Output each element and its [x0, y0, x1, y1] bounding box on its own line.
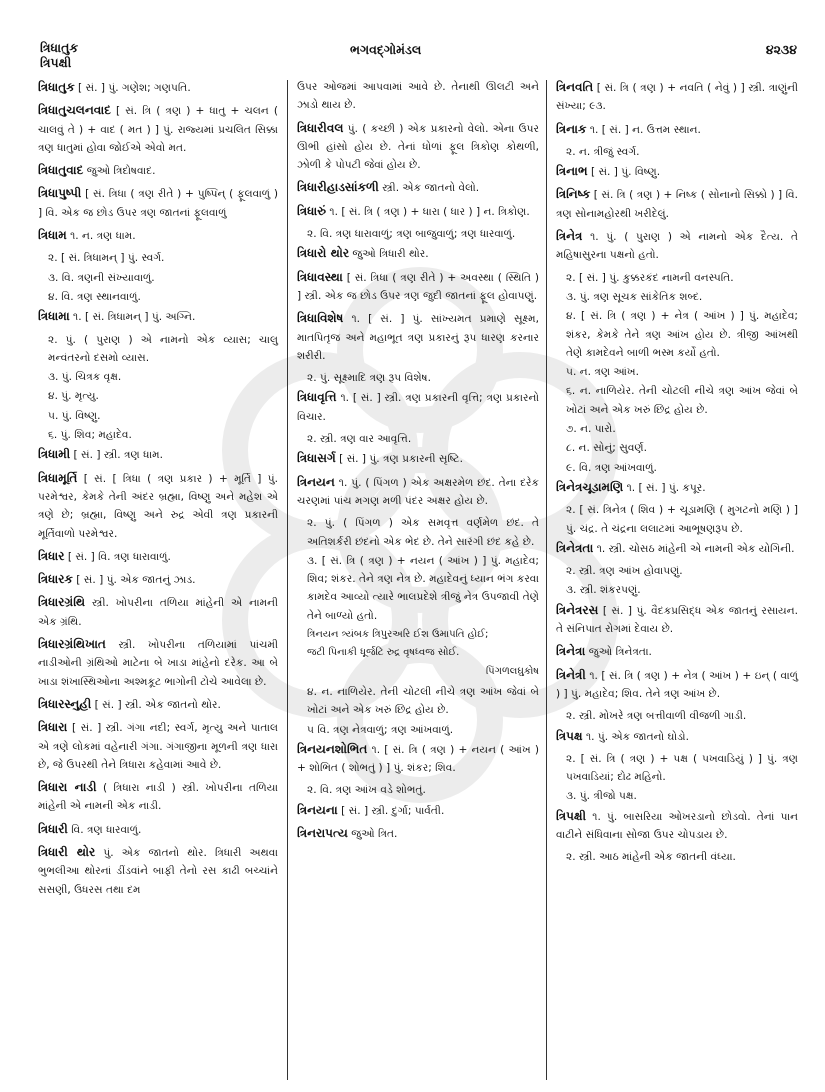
dictionary-entry [297, 119, 539, 175]
entry-definition: ૧. પું. બાસરિયા ઓખરડાનો છોડવો. તેનાં પાન વાટીને સંધિવાના સોજા ઉપર ચોપડાય છે. [556, 810, 798, 841]
entry-headword: ત્રિનરાપત્ય [297, 825, 348, 840]
entry-sense: ૨. વિ. ત્રણ ધારાવાળું; ત્રણ બાજુવાળું; ત્રણ ધારવાળું. [307, 228, 516, 241]
entry-definition: [ સં. ત્રિધા ( ત્રણ રીતે ) + પુષ્પિન્ ( ફૂલવાળું ) ] વિ. એક જ છોડ ઉપર ત્રણ જાતનાં ફૂલવાળું [38, 188, 278, 219]
dictionary-entry [556, 120, 798, 139]
entry-headword: ત્રિધારીવલ [297, 120, 344, 135]
entry-definition: [ સં. ] પું. વૈદકપ્રસિદ્ધ એક જાતનું રસાયન. તે સંનિપાત રોગમાં દેવાય છે. [556, 604, 798, 636]
dictionary-entry [556, 478, 798, 497]
entry-definition: [ સં. ત્રિ ( ત્રણ ) + ધાતુ + ચલન ( ચાલવું તે ) + વાદ ( મત ) ] પું. રાજ્યમાં પ્રચલિત સિક્કા ત્રણ ધાતુમાં હોવા જોઈએ એવો મત. [38, 105, 278, 154]
entry-headword: ત્રિનેત્રતા [556, 540, 594, 555]
entry-headword: ત્રિનવતિ [556, 80, 594, 94]
entry-definition: [ સં. [ ત્રિધા ( ત્રણ પ્રકાર ) + મૂર્તિ ] પું. પરમેશ્વર, કેમકે તેની અંદર બ્રહ્મા, વિષ્ણુ અને મહેશ એ ત્રણે છે; બ્રહ્મા, વિષ્ણુ અને રુદ્ર એવી ત્રણ પ્રકારની મૂર્તિવાળો પરમેશ્વર. [38, 472, 279, 540]
dictionary-entry [297, 740, 539, 778]
entry-sense: ૩. વિ. ત્રણની સંખ્યાવાળું. [48, 271, 155, 284]
entry-headword: ત્રિનેત્રરસ [556, 602, 599, 617]
entry-definition: જુઓ ત્રિદોષવાદ. [86, 165, 156, 178]
entry-headword: ત્રિધાવસ્થા [297, 269, 343, 284]
dictionary-entry [38, 547, 278, 566]
entry-sense: ૨. પું. ( પિંગળ ) એક સમવૃત્ત વર્ણમેળ છંદ. તે અતિશર્કરી છંદનો એક ભેદ છે. તેને સારંગી છંદ કહે છે. [307, 517, 539, 548]
entry-definition: [ સં. ] સ્ત્રી. ત્રણ ધામ. [73, 449, 163, 462]
dictionary-entry [297, 178, 539, 197]
dictionary-entry [38, 226, 278, 245]
entry-headword: ત્રિધાર [38, 548, 65, 563]
entry-definition: ૧. [ સં. ] પું. સાંખ્યમત પ્રમાણે સૂક્ષ્મ, માતપિતૃજ અને મહાભૂત ત્રણ પ્રકારનું રૂપ ધારણ કરનાર શરીરી. [297, 313, 539, 362]
dictionary-entry [556, 227, 798, 265]
entry-sense: ૭. ન. પારો. [566, 423, 616, 436]
entry-headword: ત્રિનયના [297, 802, 338, 817]
entry-sense: ૨. ન. ત્રીજું સ્વર્ગ. [566, 145, 640, 158]
dictionary-entry [38, 101, 278, 157]
dictionary-entry [556, 539, 798, 558]
entry-definition: સ્ત્રી. એક જાતનો વેલો. [382, 182, 480, 195]
dictionary-entry [556, 185, 798, 223]
dictionary-entry [556, 78, 798, 116]
dictionary-entry [297, 244, 539, 263]
entry-quote-source: પિંગળલઘુકોષ [485, 665, 539, 677]
entry-headword: ત્રિધારું [297, 203, 327, 218]
entry-definition: [ સં. ] સ્ત્રી. એક જાતનો થોર. [94, 698, 221, 711]
entry-headword: ત્રિનાક [556, 121, 587, 136]
entry-sense: ૨. [ સં. ] પું. કુક્કરકંદ નામની વનસ્પતિ. [566, 271, 734, 284]
entry-headword: ત્રિધાસર્ગ [297, 451, 336, 466]
entry-headword: ત્રિધામૂર્તિ [38, 470, 78, 485]
dictionary-entry [556, 807, 798, 845]
entry-headword: ત્રિનાભ [556, 164, 588, 179]
entry-definition: ૧. [ સં. ત્રિ ( ત્રણ ) + નયન ( આંખ ) + શોભિત ( શોભતું ) ] પું. શંકર; શિવ. [297, 743, 539, 775]
entry-definition: ૧. [ સં. ત્રિ ( ત્રણ ) + નેત્ર ( આંખ ) + ઇન્ ( વાળું ) ] પું. મહાદેવ; શિવ. તેને ત્રણ આંખ છે. [556, 669, 798, 700]
entry-definition: સ્ત્રી. ખોપરીના તળિયા માંહેની એ નામની એક ગ્રંથિ. [38, 597, 278, 628]
entry-definition: ૧. પું. એક જાતનો ઘોડો. [585, 730, 689, 743]
entry-definition: પું. એક જાતનો થોર. ત્રિધારી અથવા ભુભલીઆ થોરનાં ડીંડવાંને બાફી તેનો રસ કાઢી બચ્ચાંને સસણી, ઉધરસ તથા દમ [38, 846, 278, 896]
entry-headword: ત્રિધારી [38, 821, 68, 836]
entry-definition: ઉપર ઓજમાં આપવામાં આવે છે. તેનાથી ઊલટી અને ઝાડો થાય છે. [297, 81, 539, 112]
entry-sense: ૩. પું. ત્રણ સૂચક સાંકેતિક શબ્દ. [566, 290, 703, 303]
dictionary-entry [38, 570, 278, 589]
entry-headword: ત્રિધામા [38, 309, 70, 324]
entry-sense: ૨. [ સં. ત્રિ ( ત્રણ ) + પક્ષ ( પખવાડિયું ) ] પું. ત્રણ પખવાડિયાં; દોઢ મહિનો. [566, 752, 798, 784]
dictionary-entry [38, 469, 278, 543]
dictionary-entry [38, 78, 278, 97]
entry-sense: ૨. [ સં. ત્રિનેત્ર ( શિવ ) + ચૂડામણિ ( મુગટનો મણિ ) ] પું. ચંદ્ર. તે ચંદ્રના લલાટમાં આભૂષણરૂપ છે. [566, 504, 798, 535]
entry-definition: ૧. [ સં. ] ન. ઉત્તમ સ્થાન. [589, 123, 701, 136]
entry-sense: ૨. સ્ત્રી. મોખરે ત્રણ બત્તીવાળી વીજળી ગાડી. [566, 710, 747, 723]
entry-definition: જુઓ ત્રિધારી થોર. [352, 248, 429, 261]
entry-headword: ત્રિધારી થોર [38, 844, 96, 859]
entry-definition: પું. ( કચ્છી ) એક પ્રકારનો વેલો. એના ઉપર ઊભી હાંસો હોય છે. તેનાં ધોળાં ફૂલ ત્રિકોણ કોથળી, ઝોળી કે પોપટી જેવાં હોય છે. [297, 122, 539, 172]
dictionary-entry [556, 727, 798, 746]
dictionary-entry [38, 695, 278, 714]
entry-headword: ત્રિપક્ષ [556, 728, 583, 743]
entry-sense: ૩. [ સં. ત્રિ ( ત્રણ ) + નયન ( આંખ ) ] પું. મહાદેવ; શિવ; શંકર. તેને ત્રણ નેત્ર છે. મહાદેવનું ધ્યાન ભંગ કરવા કામદેવ આવ્યો ત્યારે ભાલપ્રદેશે ત્રીજું નેત્ર ઉપજાવી તેણે તેને બાળ્યો હતો. [307, 554, 539, 622]
entry-definition: [ સં. ] પું. ગણેશ; ગણપતિ. [78, 82, 191, 94]
dictionary-entry [297, 801, 539, 820]
entry-sense: ૫ વિ. ત્રણ નેત્રવાળું; ત્રણ આંખવાળું. [307, 723, 454, 736]
entry-sense: ૨. પું. ( પુરાણ ) એ નામનો એક વ્યાસ; ચાલુ મન્વંતરનો દસમો વ્યાસ. [48, 333, 278, 364]
entry-definition: ૧. [ સં. ત્રિ ( ત્રણ ) + ધારા ( ધાર ) ] ન. ત્રિકોણ. [329, 205, 530, 218]
page-number: ૪૨૩૪ [765, 42, 797, 57]
dictionary-entry [297, 824, 539, 843]
entry-definition: ( ત્રિધારા નાડી ) સ્ત્રી. ખોપરીના તળિયા માંહેની એ નામની એક નાડી. [38, 782, 278, 813]
entry-definition: ૧. સ્ત્રી. ચોસઠ માંહેની એ નામની એક યોગિની. [596, 542, 795, 555]
dictionary-entry [297, 388, 539, 426]
entry-headword: ત્રિધાતુચલનવાદ [38, 103, 111, 118]
entry-definition: ૧. પું. ( પુરાણ ) એ નામનો એક દૈત્ય. તે મહિષાસુરના પક્ષનો હતો. [556, 231, 798, 262]
entry-sense: ૪. [ સં. ત્રિ ( ત્રણ ) + નેત્ર ( આંખ ) ] પું. મહાદેવ; શંકર, કેમકે તેને ત્રણ આંખ હોય છે. ત્રીજી આંખથી તેણે કામદેવને બાળી ભસ્મ કર્યો હતો. [566, 310, 798, 359]
entry-definition: [ સં. ત્રિ ( ત્રણ ) + નિષ્ક ( સોનાનો સિક્કો ) ] વિ. ત્રણ સોનામહોરથી ખરીદેલું. [556, 189, 798, 220]
entry-headword: ત્રિધારગ્રંથિ [38, 595, 86, 610]
entry-headword: ત્રિનિષ્ક [556, 187, 591, 202]
entry-sense: ૪. ન. નાળિયેર. તેની ચોટલી નીચે ત્રણ આંખ જેવાં બે ખોટાં અને એક ખરું છિદ્ર હોય છે. [307, 685, 539, 717]
dictionary-entry [38, 635, 278, 691]
entry-sense: ૨. સ્ત્રી. ત્રણ આંખ હોવાપણું. [566, 565, 683, 578]
guide-words [40, 40, 78, 70]
entry-sense: ૫. પું. વિષ્ણુ. [48, 409, 101, 422]
page-header [0, 0, 825, 80]
entry-definition: [ સં. ] સ્ત્રી. દુર્ગા; પાર્વતી. [341, 804, 445, 817]
dictionary-entry [556, 601, 798, 639]
dictionary-entry [38, 843, 278, 899]
entry-headword: ત્રિનયનશોભિત [297, 741, 368, 756]
column-divider [546, 80, 547, 1080]
entry-sense: ૨. વિ. ત્રણ આંખ વડે શોભતું. [307, 784, 426, 797]
dictionary-entry [297, 268, 539, 306]
entry-definition: ૧. [ સં. ] સ્ત્રી. ત્રણ પ્રકારની વૃત્તિ; ત્રણ પ્રકારનો વિચાર. [297, 392, 540, 423]
entry-sense: ૨. [ સં. ત્રિધામન્ ] પું. સ્વર્ગ. [48, 252, 165, 265]
entry-headword: ત્રિનેત્રી [556, 667, 586, 682]
entry-headword: ત્રિધામ [38, 228, 67, 243]
entry-sense: ૮. ન. સોનું; સુવર્ણ. [566, 442, 648, 455]
dictionary-entry [38, 161, 278, 180]
entry-headword: ત્રિનેત્રા [556, 644, 586, 659]
column-3 [556, 78, 798, 868]
entry-sense: ૯. વિ. ત્રણ આંખવાળું. [566, 461, 657, 474]
dictionary-entry [297, 78, 539, 115]
entry-sense: ૬. પું. શિવ; મહાદેવ. [48, 429, 132, 442]
entry-headword: ત્રિધારા [38, 720, 68, 735]
guide-word-last: ત્રિપક્ષી [40, 55, 72, 70]
entry-definition: [ સં. ] પું. ત્રણ પ્રકારની સૃષ્ટિ. [339, 453, 463, 466]
entry-definition: વિ. ત્રણ ધારવાળું. [71, 823, 142, 836]
entry-definition: ૧. ન. ત્રણ ધામ. [70, 230, 136, 243]
entry-headword: ત્રિધાવિશેષ [297, 311, 344, 326]
entry-headword: ત્રિનેત્રચૂડામણિ [556, 479, 624, 494]
entry-sense: ૩. પું. ત્રીજો પક્ષ. [566, 790, 637, 803]
dictionary-entry [556, 162, 798, 181]
entry-headword: ત્રિનયન [297, 474, 335, 489]
entry-headword: ત્રિધાપુષ્પી [38, 186, 82, 201]
entry-definition: ૧. પું. ( પિંગળ ) એક અક્ષરમેળ છંદ. તેના દરેક ચરણમાં પાંચ મગણ મળી પંદર અક્ષર હોય છે. [297, 476, 540, 507]
entry-sense: ૪. પું. મૃત્યુ. [48, 390, 99, 403]
entry-definition: જુઓ ત્રિત. [351, 827, 398, 840]
dictionary-entry [297, 202, 539, 221]
entry-headword: ત્રિધાવૃત્તિ [297, 390, 337, 405]
dictionary-entry [297, 473, 539, 511]
dictionary-entry [38, 593, 278, 631]
entry-definition: [ સં. ત્રિ ( ત્રણ ) + નવતિ ( નેવું ) ] સ્ત્રી. ત્રાણુંની સંખ્યા; ૯૩. [556, 82, 798, 113]
dictionary-entry [556, 666, 798, 704]
entry-sense: ૫. ન. ત્રણ આંખ. [566, 366, 639, 379]
entry-sense: ૩. સ્ત્રી. શંકરપણું. [566, 584, 641, 597]
entry-definition: [ સં. ] પું. વિષ્ણુ. [590, 166, 661, 179]
entry-sense: ૨. સ્ત્રી. આઠ માંહેની એક જાતની વંધ્યા. [566, 851, 736, 864]
entry-headword: ત્રિપક્ષી [556, 808, 587, 823]
entry-sense: ૬. ન. નાળિયેર. તેની ચોટલી નીચે ત્રણ આંખ જેવાં બે ખોટાં અને એક ખરું છિદ્ર હોય છે. [566, 385, 798, 416]
column-divider [287, 80, 288, 1080]
entry-headword: ત્રિધારીહાડસાંકળી [297, 180, 379, 195]
dictionary-entry [38, 718, 278, 774]
entry-headword: ત્રિધારગ્રંથિખાત [38, 637, 106, 652]
entry-headword: ત્રિધારા નાડી [38, 780, 97, 795]
entry-headword: ત્રિધાતુક [38, 80, 75, 94]
entry-sense: ૨. પું. સૂક્ષ્માદિ ત્રણ રૂપ વિશેષ. [307, 372, 431, 385]
entry-definition: [ સં. ] સ્ત્રી. ગંગા નદી; સ્વર્ગ, મૃત્યુ અને પાતાલ એ ત્રણે લોકમાં વહેનારી ગંગા. ગંગાજીના મૂળની ત્રણ ધારા છે, જે ઉપરથી તેને ત્રિધારા કહેવામાં આવે છે. [38, 722, 278, 771]
guide-word-first: ત્રિધાતુક [40, 40, 79, 55]
entry-definition: [ સં. ] પું. એક જાતનું ઝાડ. [76, 574, 196, 587]
entry-headword: ત્રિધારો થોર [297, 246, 350, 261]
entry-quote-line: જટી પિનાકી ધૂર્જટિ રુદ્ર વૃષધ્વજ સોઈ. [307, 647, 460, 659]
entry-headword: ત્રિધારસ્નુહી [38, 696, 92, 711]
dictionary-entry [556, 642, 798, 661]
entry-headword: ત્રિધારક [38, 572, 73, 587]
entry-definition: સ્ત્રી. ખોપરીના તળિયામાં પાંચમી નાડીઓની ગ્રંથિઓ માટેના બે ખાડા માંહેનો દરેક. આ બે ખાડા શંખાસ્થિઓના અશ્મકૂટ ભાગોની ટોચે આવેલા છે. [38, 639, 278, 688]
entry-headword: ત્રિનેત્ર [556, 229, 583, 244]
dictionary-entry [38, 184, 278, 222]
column-1 [38, 78, 278, 903]
entry-definition: [ સં. ] વિ. ત્રણ ધારાવાળું. [67, 550, 171, 563]
dictionary-entry [297, 449, 539, 468]
entry-definition: [ સં. ત્રિધા ( ત્રણ રીતે ) + અવસ્થા ( સ્થિતિ ) ] સ્ત્રી. એક જ છોડ ઉપર ત્રણ જુદી જાતનાં ફૂલ હોવાપણું. [297, 271, 539, 302]
dictionary-entry [38, 778, 278, 816]
book-title: ભગવદ્ગોમંડલ [350, 42, 422, 57]
dictionary-entry [38, 445, 278, 464]
entry-headword: ત્રિધામી [38, 447, 71, 462]
entry-sense: ૩. પું. ચિત્રક વૃક્ષ. [48, 371, 122, 384]
entry-definition: જુઓ ત્રિનેત્રતા. [588, 646, 652, 659]
column-2 [297, 78, 539, 847]
entry-sense: ૪. વિ. ત્રણ સ્થાનવાળું. [48, 290, 141, 303]
entry-definition: ૧. [ સં. ત્રિધામન્ ] પું. અગ્નિ. [73, 311, 196, 324]
entry-sense: ૨. સ્ત્રી. ત્રણ વાર આવૃત્તિ. [307, 433, 412, 446]
entry-headword: ત્રિધાતુવાદ [38, 163, 84, 178]
dictionary-entry [38, 820, 278, 839]
dictionary-entry [297, 309, 539, 365]
entry-quote-line: ત્રિનયન ત્ર્યંબક ત્રિપુરઅરિ ઈશ ઉમાપતિ હોઈ; [307, 629, 489, 641]
dictionary-entry [38, 307, 278, 326]
entry-definition: ૧. [ સં. ] પું. કપૂર. [626, 481, 706, 494]
